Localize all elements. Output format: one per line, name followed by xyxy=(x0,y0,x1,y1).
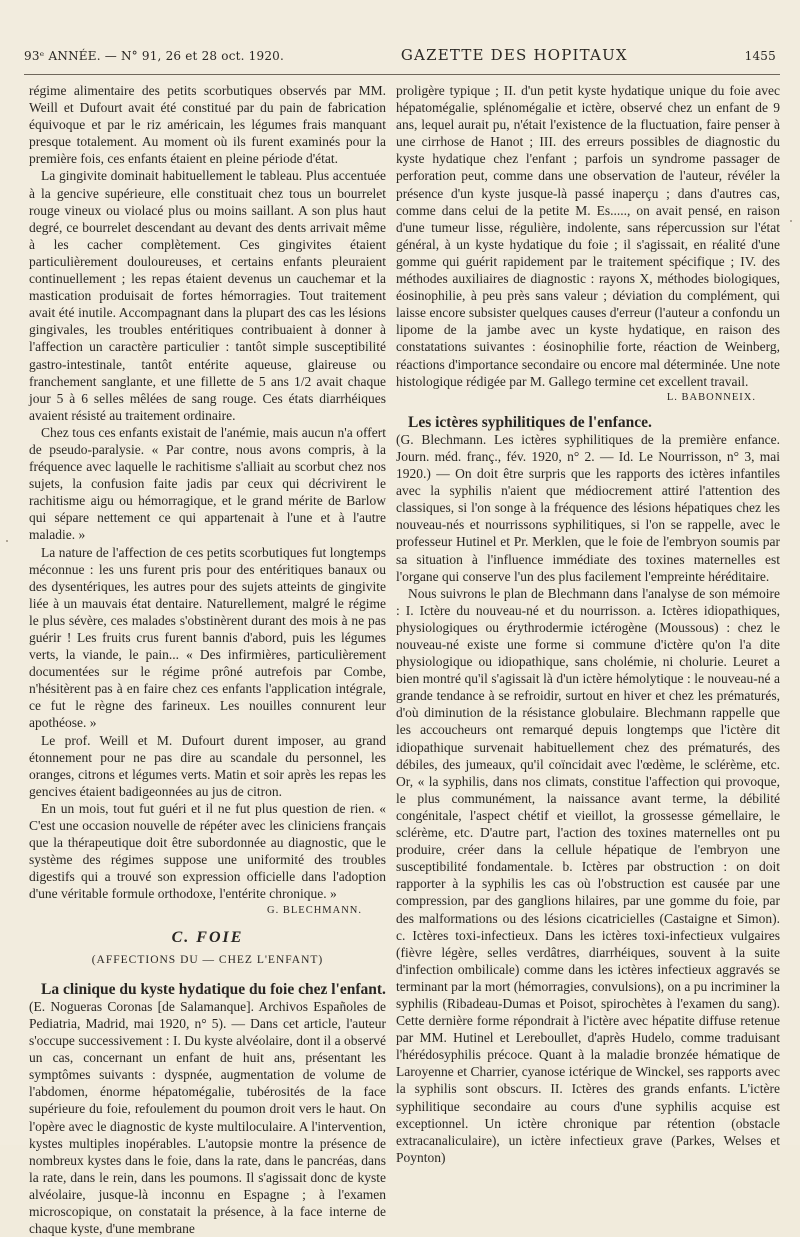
article-title: La clinique du kyste hydatique du foie chez l'enfant. xyxy=(41,980,386,998)
paragraph: La nature de l'affection de ces petits scorbutiques fut longtemps méconnue : les uns furent pris pour des entéritiques banaux ou des dysentériques, les autres pour des sujets atteints de gingivite liée à un mauvais état dentaire. Naturellement, malgré le régime le plus sévère, ces malades s'obstinèrent durant des mois à ne pas guérir ! Les fruits crus furent bannis d'abord, puis les légumes verts, la viande, le pain... « Des infirmières, particulièrement documentées sur le régime prôné autrefois par Combe, n'hésitèrent pas à en faire chez ces enfants l'application intégrale, ce fut le règne des farineux. Les nouilles connurent leur apothéose. » xyxy=(29,544,386,731)
paragraph: Le prof. Weill et M. Dufourt durent imposer, au grand étonnement pour ne pas dire au scandale du personnel, les oranges, citrons et légumes verts. Matin et soir après les repas les gencives étaient badigeonnées au jus de citron. xyxy=(29,732,386,799)
page-number: 1455 xyxy=(744,49,776,63)
paragraph: proligère typique ; II. d'un petit kyste hydatique unique du foie avec hépatomégalie, splénomégalie et ictère, observé chez un enfant de 9 ans, lequel aurait pu, n'était l'existence de la fluctuation, faire penser à une cirrhose de Hanot ; III. des erreurs possibles de diagnostic du kyste hydatique chez l'enfant ; parfois un syndrome passager de perforation peut, comme dans une observation de l'auteur, révéler la présence d'un kyste jusque-là passé inaperçu ; dans d'autres cas, comme dans celui de la petite M. Es....., on avait pensé, en raison d'une tumeur lisse, régulière, indolente, sans répercussion sur l'état général, à un kyste hydatique du foie ; il s'agissait, en réalité d'une gomme qui guérit rapidement par le traitement spécifique ; IV. des méthodes auxiliaires de diagnostic : rayons X, méthodes biologiques, éosinophilie, à peu près sans valeur ; déviation du complément, qui laisse encore subsister quelques causes d'erreur (l'auteur a confondu un lipome de la jambe avec un kyste hydatique, en raison des constatations suivantes : éosinophilie forte, réaction de Weinberg, réactions d'importance secondaire ou encore mal déterminée. Une note histologique rédigée par M. Gallego termine cet excellent travail. xyxy=(396,83,780,389)
paragraph: Chez tous ces enfants existait de l'anémie, mais aucun n'a offert de pseudo-paralysie. « Par contre, nous avons compris, à la fréquence avec laquelle le rachitisme s'alliait au scorbut chez nos sujets, la confusion faite jadis par ceux qui décrivirent le rachitisme aigu ou hémorragique, et le grand mérite de Barlow qui sépare nettement ce qui appartenait à l'une et à l'autre maladie. » xyxy=(29,424,386,543)
author-signature: G. BLECHMANN. xyxy=(267,904,362,916)
page-header xyxy=(24,46,776,72)
section-heading: C. FOIE xyxy=(171,928,244,946)
issue-info: 93ᵉ ANNÉE. — N° 91, 26 et 28 oct. 1920. xyxy=(24,49,285,63)
paragraph: La gingivite dominait habituellement le tableau. Plus accentuée à la gencive supérieure, elle constituait chez tous un bourrelet rouge vineux ou violacé plus ou moins saillant. A son plus haut degré, ce bourrelet descendant au devant des dents arrivait même à les cacher complètement. Ces gingivites étaient particulièrement douloureuses, et certains enfants pleuraient continuellement ; les repas étaient devenus un cauchemar et la mastication produisait de fortes hémorragies. Tout traitement avait été inutile. Accompagnant dans la plupart des cas les lésions gingivales, les troubles entéritiques contribuaient à donner à l'affection un caractère particulier : tantôt simple susceptibilité gastro-intestinale, tantôt entérite aqueuse, glaireuse ou franchement sanglante, et une fillette de 5 ans 1/2 avait chaque jour 5 à 6 selles mêlées de sang rouge. Ces états diarrhéiques avaient résisté au traitement ordinaire. xyxy=(29,168,386,423)
paragraph: régime alimentaire des petits scorbutiques observés par MM. Weill et Dufourt avait été constitué par du pain de fabrication équivoque et par le riz américain, les légumes frais manquant presque totalement. Au moment où ils furent examinés pour la première fois, ces enfants étaient en pleine période d'état. xyxy=(29,83,386,167)
paper-speck xyxy=(6,540,8,542)
header-rule xyxy=(24,74,780,75)
journal-title: GAZETTE DES HOPITAUX xyxy=(400,46,628,64)
author-signature: L. BABONNEIX. xyxy=(666,391,756,403)
article-title: Les ictères syphilitiques de l'enfance. xyxy=(408,413,652,431)
paragraph: (E. Nogueras Coronas [de Salamanque]. Archivos Españoles de Pediatria, Madrid, mai 1920, n° 5). — Dans cet article, l'auteur s'occupe successivement : I. Du kyste alvéolaire, dont il a observé un cas, concernant un enfant de huit ans, présentant les symptômes suivants : dyspnée, augmentation de volume de l'abdomen, énorme hépatomégalie, tubérosités de la face supérieure du foie, refoulement du poumon droit vers le haut. On l'opère avec le diagnostic de kyste multiloculaire. A l'intervention, kystes multiples inopérables. L'autopsie montre la présence de nombreux kystes dans le foie, dans la rate, dans le pancréas, dans la rate, dans le rein, dans les poumons. Il s'agissait donc de kyste alvéolaire, jusque-là inconnu en Espagne ; à l'examen microscopique, on constatait la présence, à la face interne de chaque kyste, d'une membrane xyxy=(29,998,386,1237)
paragraph: (G. Blechmann. Les ictères syphilitiques de la première enfance. Journ. méd. franç., fév. 1920, n° 2. — Id. Le Nourrisson, n° 3, mai 1920.) — On doit être surpris que les rapports des ictères infantiles avec la syphilis n'aient que médiocrement attiré l'attention des classiques, si l'on songe à la fréquence des lésions hépatiques chez les nouveau-nés et nourrissons syphilitiques, si l'on se rappelle, avec le professeur Hutinel et Pr. Merklen, que le foie de l'embryon soumis par sa situation à l'influence immédiate des toxines maternelles est l'organe qui conserve l'un des plus facilement l'empreinte héréditaire. xyxy=(396,431,780,584)
right-column xyxy=(396,82,780,1165)
left-column xyxy=(29,82,386,1237)
paragraph: En un mois, tout fut guéri et il ne fut plus question de rien. « C'est une occasion nouvelle de répéter avec les cliniciens français que la thérapeutique doit être subordonnée au diagnostic, que le système des régimes suppose une uniformité des troubles digestifs qui a trouvé son expression officielle dans l'adoption d'une véritable formule orthodoxe, l'entérite chronique. » xyxy=(29,800,386,902)
section-subheading: (AFFECTIONS DU — CHEZ L'ENFANT) xyxy=(91,953,324,966)
paragraph: Nous suivrons le plan de Blechmann dans l'analyse de son mémoire : I. Ictère du nouveau-né et du nourrisson. a. Ictères idiopathiques, physiologiques ou érythrodermie ictérogène (Moussous) : chez le nouveau-né existe une forme si commune d'ictère qu'on l'a dite physiologique ou idiopathique, sans cholémie, ni cholurie. Leuret a bien montré qu'il s'agissait là d'un ictère hémolytique : le nouveau-né a grande tendance à se refroidir, surtout en hiver et chez les prématurés, d'où diminution de la résistance globulaire. Blechmann rappelle que les accoucheurs ont remarqué depuis longtemps que l'ictère dit idiopathique survenait habituellement chez des prématurés, des débiles, des jumeaux, qu'il coïncidait avec l'œdème, le sclérème, etc. Or, « la syphilis, dans nos climats, constitue l'affection qui provoque, le plus communément, la naissance avant terme, la débilité congénitale, l'aspect chétif et vieillot, la grossesse gémellaire, le sclérème, etc. D'autre part, l'action des toxines maternelles ont pu produire, créer dans la cellule hépatique de l'embryon une susceptibilité fondamentale. b. Ictères par obstruction : on doit rapporter à la syphilis les cas où l'obstruction est causée par une compression, par des ganglions hilaires, par une gomme du foie, par des malformations ou des lésions cicatricielles (Castaigne et Simon). c. Ictères toxi-infectieux. Dans les ictères toxi-infectieux vulgaires (fièvre légère, selles verdâtres, diarrhéiques, souvent à la suite d'infection ombilicale) comme dans les ictères infectieux aggravés se terminant par la mort (hémorragies, convulsions), on a pu incriminer la syphilis (Ribadeau-Dumas et Poisot, spirochètes à l'examen du sang). Cette dernière forme répondrait à l'ictère avec hépatite diffuse retenue par MM. Hutinel et Lereboullet, d'après Hudelo, comme traduisant l'hérédosyphilis précoce. Quant à la maladie bronzée hématique de Laroyenne et Charrier, cyanose ictérique de Winckel, ses rapports avec la syphilis sont obscurs. II. Ictères des grands enfants. L'ictère syphilitique secondaire au cours d'une syphilis acquise est exceptionnel. Un ictère chronique par rétention (obstacle extracanaliculaire), un ictère infectieux grave (Parkes, Welses et Poynton) xyxy=(396,585,780,1165)
paper-speck xyxy=(790,220,792,222)
